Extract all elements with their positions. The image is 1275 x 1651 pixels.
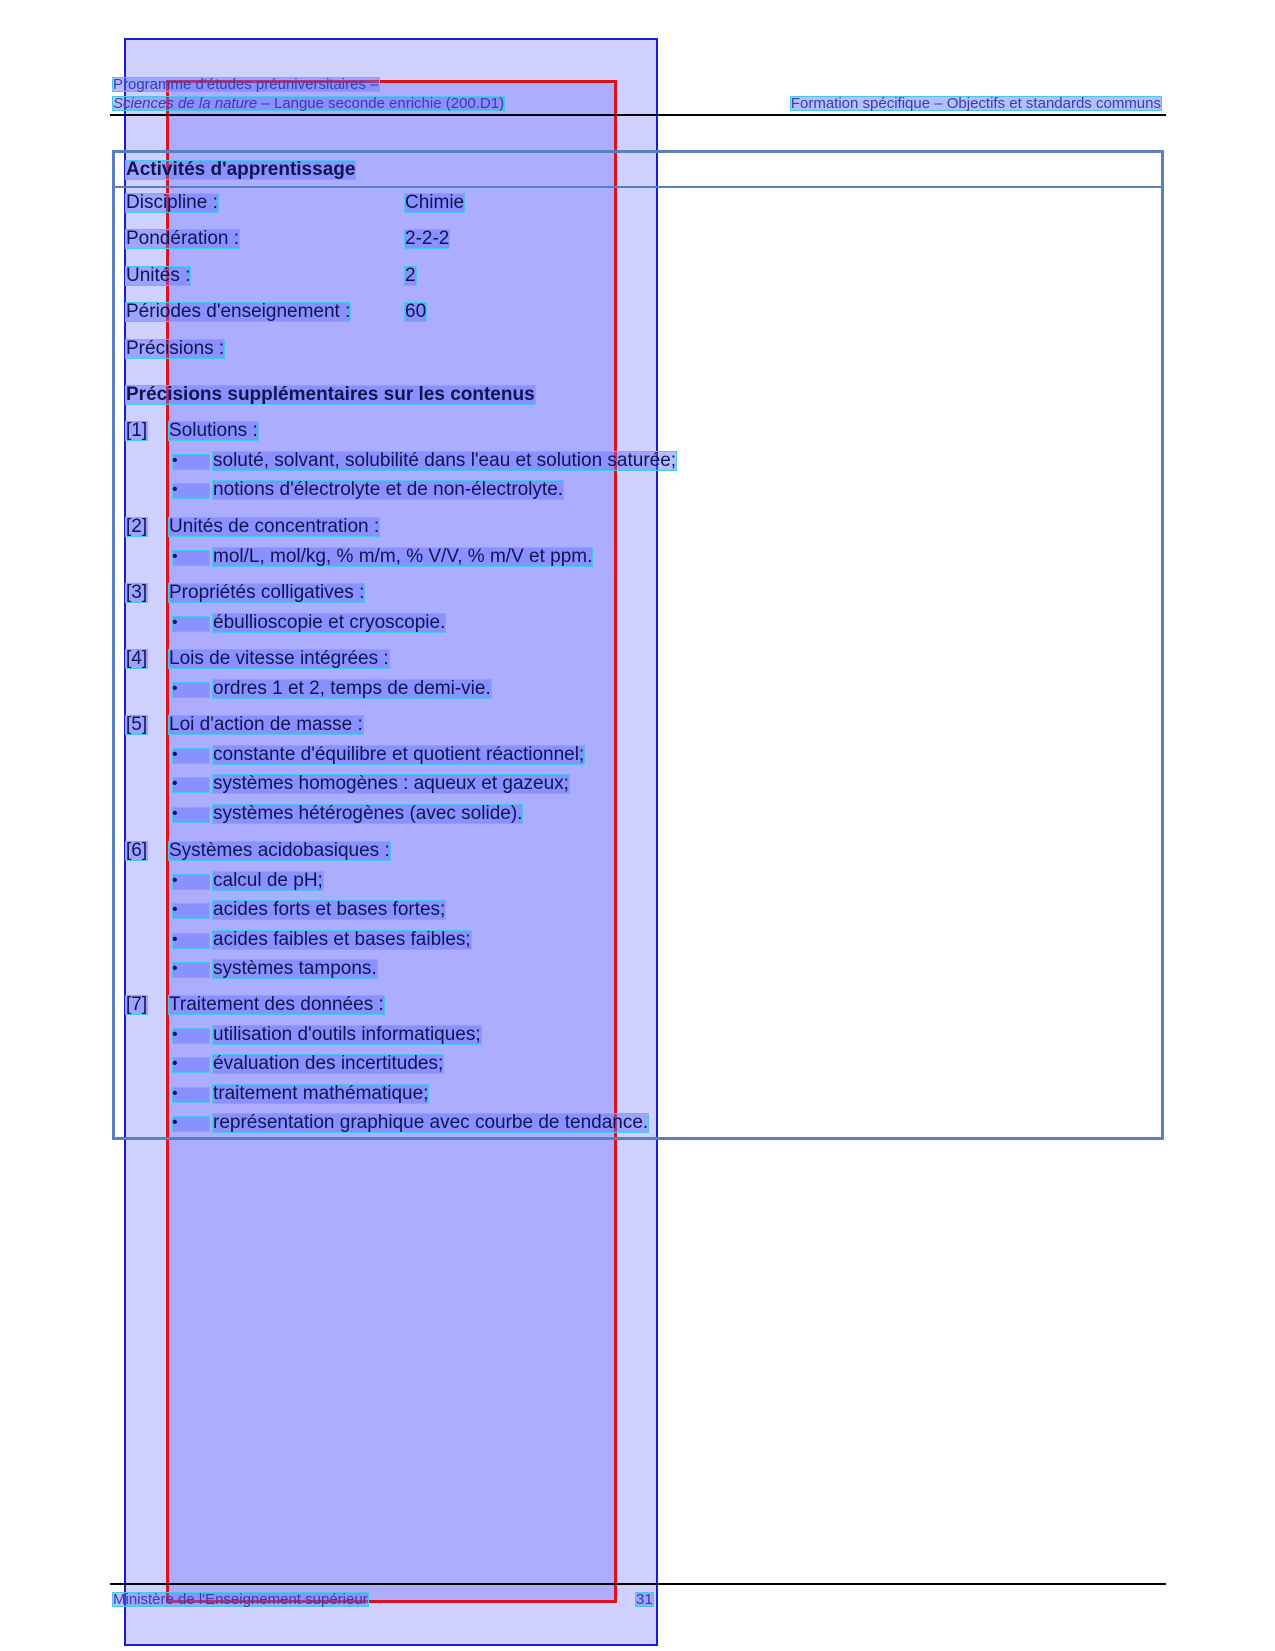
bullet-text: soluté, solvant, solubilité dans l'eau et solution saturée; [213,449,677,471]
bullet-marker: • [172,679,178,697]
item-title: Solutions : [169,420,258,441]
field-value: 2-2-2 [405,228,450,249]
footer-ministry: Ministère de l'Enseignement supérieur [113,1591,368,1608]
field-value: Chimie [405,192,465,213]
bullet-marker: • [172,775,178,793]
bullet-marker: • [172,1025,178,1043]
bullet-text: systèmes homogènes : aqueux et gazeux; [213,773,569,795]
item-number: [2] [126,516,148,537]
item-number: [4] [126,648,148,669]
bullet-text: constante d'équilibre et quotient réactionnel; [213,743,585,765]
item-number: [5] [126,714,148,735]
bullet-text: traitement mathématique; [213,1082,429,1104]
bullet-marker: • [172,871,178,889]
bullet-text: évaluation des incertitudes; [213,1053,444,1075]
bullet-marker: • [172,1084,178,1102]
activities-box [112,150,1164,1140]
item-title: Loi d'action de masse : [169,714,363,735]
bullet-text: ordres 1 et 2, temps de demi-vie. [213,677,491,699]
bullet-marker: • [172,930,178,948]
item-title: Lois de vitesse intégrées : [169,648,389,669]
bullet-marker: • [172,745,178,763]
bullet-text: calcul de pH; [213,869,323,891]
footer-page-number: 31 [636,1591,653,1608]
bullet-text: notions d'électrolyte et de non-électrolyte. [213,479,564,501]
bullet-text: représentation graphique avec courbe de tendance. [213,1112,649,1134]
bullet-text: systèmes hétérogènes (avec solide). [213,802,523,824]
bullet-text: ébullioscopie et cryoscopie. [213,611,446,633]
bullet-text: utilisation d'outils informatiques; [213,1023,481,1045]
header-italic: Sciences de la nature [113,95,258,112]
item-number: [7] [126,994,148,1015]
item-title: Traitement des données : [169,994,384,1015]
bullet-marker: • [172,1114,178,1132]
field-label: Discipline : [126,192,218,213]
footer-rule [110,1583,1166,1585]
bullet-marker: • [172,547,178,565]
bullet-marker: • [172,481,178,499]
bullet-text: acides faibles et bases faibles; [213,928,471,950]
bullet-marker: • [172,901,178,919]
field-label: Précisions : [126,338,225,359]
field-value: 2 [405,265,416,286]
header-title-line [113,95,1161,112]
item-number: [6] [126,840,148,861]
field-label: Unités : [126,265,191,286]
field-label: Pondération : [126,228,240,249]
bullet-marker: • [172,960,178,978]
bullet-text: mol/L, mol/kg, % m/m, % V/V, % m/V et ppm. [213,545,593,567]
bullet-marker: • [172,804,178,822]
bullet-marker: • [172,613,178,631]
item-title: Unités de concentration : [169,516,380,537]
header-rest: – Langue seconde enrichie (200.D1) [257,95,505,112]
bullet-text: systèmes tampons. [213,958,377,980]
bullet-marker: • [172,451,178,469]
field-value: 60 [405,301,427,322]
header-right: Formation spécifique – Objectifs et standards communs [790,95,1161,112]
bullet-text: acides forts et bases fortes; [213,899,446,921]
supp-heading: Précisions supplémentaires sur les contenus [126,384,535,405]
section-title: Activités d'apprentissage [126,159,356,180]
item-number: [1] [126,420,148,441]
field-label: Périodes d'enseignement : [126,301,351,322]
item-number: [3] [126,582,148,603]
item-title: Propriétés colligatives : [169,582,365,603]
header-rule [110,114,1166,116]
header-program-line: Programme d'études préuniversitaires – [113,76,379,93]
item-title: Systèmes acidobasiques : [169,840,390,861]
bullet-marker: • [172,1055,178,1073]
